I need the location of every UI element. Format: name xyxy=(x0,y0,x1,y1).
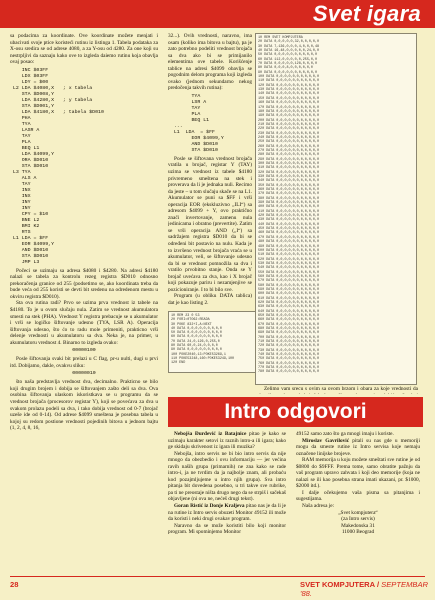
paragraph: Naravno da se može koristiti bilo koji monitor program. Mi spominjemo Monitor xyxy=(168,522,286,536)
paragraph: pitao nas je da li je na rutine iz Intro servis obuzeti Monitor 49152 ili može da koristi i neki drugi ovakav program. xyxy=(168,503,286,523)
listing-text: 10 REM SVET KOMPJUTERA 20 DATA 0,0,0,0,0,32,0,0,0,0,0 30 DATA 7,136,0,0,0,4,0,0,0,48 40 DATA 16,48,0,0,0,0,0,24,0,0 50 DATA 0,0,0,0,0,0,0,0,0,0,0 60 DATA 112,0,0,0,0,0,255,0,0 70 DATA 0,0,0,0,0,128,0,0,0,0 80 DATA 0,0,0,8,0,0,0,0,0,0 90 DATA 0,0,0,0,0,0,0,0,0,0,0 100 DATA 0,0,0,0,0,0,0,0,0,0,0 110 DATA 0,0,0,0,0,0,0,0,0,0,0 120 DATA 0,0,0,0,0,0,0,0,0,0,0 130 DATA 0,0,0,0,0,0,0,0,0,0,0 140 DATA 0,0,0,0,0,0,0,0,0,0,0 150 DATA 0,0,0,0,0,0,0,0,0,0,0 160 DATA 0,0,0,0,0,0,0,0,0,0,0 170 DATA 0,0,0,0,0,0,0,0,0,0,0 180 DATA 0,0,0,0,0,0,0,0,0,0,0 190 DATA 0,0,0,0,0,0,0,0,0,0,0 200 DATA 0,0,0,0,0,0,0,0,0,0,0 210 DATA 0,0,0,0,0,0,0,0,0,0,0 220 DATA 0,0,0,0,0,0,0,0,0,0,0 230 DATA 0,0,0,0,0,0,0,0,0,0,0 240 DATA 0,0,0,0,0,0,0,0,0,0,0 250 DATA 0,0,0,0,0,0,0,0,0,0,0 260 DATA 0,0,0,0,0,0,0,0,0,0,0 270 DATA 0,0,0,0,0,0,0,0,0,0,0 280 DATA 0,0,0,0,0,0,0,0,0,0,0 290 DATA 0,0,0,0,0,0,0,0,0,0,0 300 DATA 0,0,0,0,0,0,0,0,0,0,0 310 DATA 0,0,0,0,0,0,0,0,0,0,0 320 DATA 0,0,0,0,0,0,0,0,0,0,0 330 DATA 0,0,0,0,0,0,0,0,0,0,0 340 DATA 0,0,0,0,0,0,0,0,0,0,0 350 DATA 0,0,0,0,0,0,0,0,0,0,0 360 DATA 0,0,0,0,0,0,0,0,0,0,0 370 DATA 0,0,0,0,0,0,0,0,0,0,0 380 DATA 0,0,0,0,0,0,0,0,0,0,0 390 DATA 0,0,0,0,0,0,0,0,0,0,0 400 DATA 0,0,0,0,0,0,0,0,0,0,0 410 DATA 0,0,0,0,0,0,0,0,0,0,0 420 DATA 0,0,0,0,0,0,0,0,0,0,0 430 DATA 0,0,0,0,0,0,0,0,0,0,0 440 DATA 0,0,0,0,0,0,0,0,0,0,0 450 DATA 0,0,0,0,0,0,0,0,0,0,0 460 DATA 0,0,0,0,0,0,0,0,0,0,0 470 DATA 0,0,0,0,0,0,0,0,0,0,0 480 DATA 0,0,0,0,0,0,0,0,0,0,0 490 DATA 0,0,0,0,0,0,0,0,0,0,0 500 DATA 0,0,0,0,0,0,0,0,0,0,0 510 DATA 0,0,0,0,0,0,0,0,0,0,0 520 DATA 0,0,0,0,0,0,0,0,0,0,0 530 DATA 0,0,0,0,0,0,0,0,0,0,0 540 DATA 0,0,0,0,0,0,0,0,0,0,0 550 DATA 0,0,0,0,0,0,0,0,0,0,0 560 DATA 0,0,0,0,0,0,0,0,0,0,0 570 DATA 0,0,0,0,0,0,0,0,0,0,0 580 DATA 0,0,0,0,0,0,0,0,0,0,0 590 DATA 0,0,0,0,0,0,0,0,0,0,0 600 DATA 0,0,0,0,0,0,0,0,0,0,0 610 DATA 0,0,0,0,0,0,0,0,0,0,0 620 DATA 0,0,0,0,0,0,0,0,0,0,0 630 DATA 0,0,0,0,0,0,0,0,0,0,0 640 DATA 0,0,0,0,0,0,0,0,0,0,0 650 DATA 0,0,0,0,0,0,0,0,0,0,0 660 DATA 0,0,0,0,0,0,0,0,0,0,0 670 DATA 0,0,0,0,0,0,0,0,0,0,0 680 DATA 0,0,0,0,0,0,0,0,0,0,0 690 DATA 0,0,0,0,0,0,0,0,0,0,0 700 DATA 0,0,0,0,0,0,0,0,0,0,0 710 DATA 0,0,0,0,0,0,0,0,0,0,0 720 DATA 0,0,0,0,0,0,0,0,0,0,0 730 DATA 0,0,0,0,0,0,0,0,0,0,0 740 DATA 0,0,0,0,0,0,0,0,0,0,0 750 DATA 0,0,0,0,0,0,0,0,0,0,0 760 DATA 0,0,0,0,0,0,0,0,0,0,0 770 DATA 0,0,0,0,0,0,0,0,0,0,0 780 DATA 0,0,0,0,0,0,0,0,0,0,0 xyxy=(258,36,320,375)
section-title: Svet igara xyxy=(312,1,421,26)
magazine-name: SVET KOMPJUTERA xyxy=(300,580,375,589)
section-header xyxy=(0,0,435,28)
issue-date: SEPTEMBAR '88. xyxy=(300,580,429,598)
address-line: (za Intro servis) xyxy=(341,516,375,523)
paragraph: Nebojša, intro servis ne bi bio intro servis da nije mnogo da obezbedio i ovu informaciju — jer većina ravih naših grupa (primarnih) ne zna kako se rade intro-i, ja ne tvrdim da ja najbolje znam, ali probaću kod pozajmljujeme u intro njih grupa). Sva intro pitanja bit dovedena posebno, u tri takve sve rubrike, pa ti ne preostaje ništa drugo nego da se strpiš i sačekaš objavljene (ni ova ne, nećeš drugi tekst). xyxy=(168,450,286,503)
paragraph: sa podacima za koordinate. Ove koordinate možete menjati i ubacivati svoje ptice koristeći rutinu iz listinga 1. Tabela podataka za X-osu sredira se od adrese 4080, a za Y-osu od 4280. Za one koji su nestrpljivi da saznaju kako ove to izgleda daiemo rutinu koja obavlja ovaj posao: xyxy=(10,33,158,66)
address-line: 11000 Beograd xyxy=(341,529,375,536)
assembly-listing: TYA LSR A TAY PLA BEQ L1 ... L1 LDA = $FF EOR $4099,Y AND $D010 STA $D010 xyxy=(173,93,224,153)
paragraph: pitao je kako se uzimaju karakter setovi iz raznih intro-a ili igara; kako ge skidaju skrivenost iz igara ili muzika? xyxy=(168,431,286,451)
paragraph: pitali su nas gde u memoriji mogu da smeste rutine iz Intro servisa koje nemaju označene linijske brojeve. xyxy=(296,437,420,457)
paragraph: Naša adresa je: xyxy=(302,503,335,510)
article-column-1 xyxy=(10,33,158,575)
paragraph: Počeci se uzimaju sa adresa $4080 i $4280. Na adresi $4180 nalazi se tabela za kontrolu rezeg registra $D010 odnosno prekoračenja granice od 255 (podsetimo se, ako koordinata treba da bude veća od 255 koristi se devti bit sredenu na odredenom mestu u okviru registra $D010). xyxy=(10,267,158,300)
listing-text: 10 REM 23 0 53 20 FORI=0TO62:READA 30 POKE 832+I,A:NEXT 40 DATA 0,0,0,0,0,0,0,0,0 50 DATA 0,0,0,0,0,0,0,0,0 60 DATA 0,0,0,0,0,0,0,0,0 70 DATA 24,0,126,0,255,0 80 DATA 60,0,24,0,0,0,0 90 DATA 0,0,0,0,0,0,0,0,0 100 POKE2040,13:POKE53269,1 110 POKE53248,160:POKE53249,100 120 END xyxy=(171,314,235,366)
author-name: Nebojša Đurđević iz Batajnice xyxy=(174,431,247,437)
paragraph: 32...). Ovih vrednosti, naravno, ima osam (koliko ima bitova u bajtu), pa je zato potrebno podeliti vrednost brojača sa dva ako bi se primijanilo elementima ove tabele. Korišćenje tablice na adresi $4099 obavlja se pogodnim delom programa koji izgleda ovako (jednom sekundarno nekog predočenja takvih rutina): xyxy=(168,33,252,92)
address-line: „Svet kompjutera“ xyxy=(338,509,378,516)
assembly-listing: INC $03FF LDX $03FF LDY = $00 L2 LDA $4080,X ; x tabela STA $D008,Y LDA $4280,X ; y tabela STA $D001,Y LDA $4180,X ; tabela $D010 PHA TYA LASR A TAY PLA BEQ L1 LDA $4099,Y ORA $D010 STA $D010 L3 TYA ALS A TAY INX INX INY INY CPY = $10 BNE L2 BMI K2 RTS L1 LDA = $FF EOR $4099,Y AND $D010 STA $D010 JMP L3 xyxy=(12,67,104,265)
author-name: Goran Ristić iz Donje Kraljeva xyxy=(174,503,245,510)
binary-value: 00000100 xyxy=(72,348,96,354)
intro-title: Intro odgovori xyxy=(224,400,367,423)
intro-banner xyxy=(168,397,423,427)
paragraph: 49152 samo zato što ga mnogi imaju i koriste. xyxy=(296,431,394,437)
paragraph: Sta ova rutina radi? Prvo se uzima prva vrednost iz tabele na $4180. To je u ovom slučaju nula. Zatim se vrednost akumulatora smesti na stek (PHA). Vrednost Y registra prebacuje se u akumulator i vrši se logičko šiftovanje udesno (TYA, LSR A). Operacija šiftovanja udesno, što ćo to radu mole primeniti, prakticno vrši delenje vrednosti u akumulatoru sa dva. Neka je, na primer, u akumulatoru vrednost 4. Binarno to izgleda ovako: xyxy=(10,300,158,346)
address-line: Makedonska 31 xyxy=(341,522,375,529)
paragraph: Posle šiftovanja svaki bit prelazi u C flag, pr-u nulti, dugi u prvi itd. Dobijamo, dakle, ovakvu sliku: xyxy=(10,356,158,369)
footer-rule xyxy=(10,576,425,577)
basic-listing-large xyxy=(255,33,417,385)
footer-credit: SVET KOMPJUTERA / SEPTEMBAR '88. xyxy=(300,580,429,598)
article-column-2 xyxy=(168,33,252,309)
intro-column-2 xyxy=(296,431,420,576)
article-column-3 xyxy=(258,386,418,394)
intro-column-1 xyxy=(168,431,286,576)
author-name: Miroslav Gavrilović xyxy=(302,437,350,444)
paragraph: što naša predstavlja vrednost dva, decimalno. Prakticno se bilo koji drugim brojem i dobija se šiftovanjem zašto deli sa dva. Ova osobina šiftovanja ulaskom iskoristkava se u programu da se vrednost brojača (procesorov registar Y), koji se povećava za dva u svakom prolazu podeli sa dva, i tako dobija vrednost od 0-7 (brojač uzeše ide od 0-14). Od adrese $4099 smeštena je posebna tabela u kojoj su redom postione vrednosti pojedinih bitova u jednom bajtu (1, 2, 4, 8, 16, xyxy=(10,379,158,432)
binary-value: 00000010 xyxy=(72,371,96,377)
basic-listing-small xyxy=(168,311,256,373)
page-number: 28 xyxy=(10,580,19,589)
paragraph: I dalje očekujemo vaša pisma sa pitanjima i sugestijama. xyxy=(296,489,420,503)
paragraph: Posle se šiftovana vrednost brojača vratila u brojač, registar Y (TAY) uzima se vrednost iz tabele $4180 privremeno smeštena na stek i proverava da li je jednaka nuli. Recimo da jeste – u tom slučaju skače se na L1. Akumulator se puni sa $FF i vrši operacija EOR (ekskluzivno „ILI“) sa adresom $4099 + Y, ovo praktično znači invertovanje, zamenu nula jedinicama i obratno (prevertite). Zatim se vrši operacija AND („I“) sa sadržajem registra $D010 da bi se određeni bit postavio na nulu. Kada je to izvršeno vrednost brojača vraća se u akumulator, veli, se šiftovanje udesno da bi se vrednost pomnožila sa dva i vratilo prvobitno stanje. Onda se Y brojač uvećava za dva, kao i X brojač koji pokazuje pariru i nezamjenjive se pozicioniranje. I to bi bilo sve. xyxy=(168,155,252,293)
paragraph: Program (u obliku DATA tablica) dat je kao listing 2. xyxy=(168,293,252,306)
paragraph: Zelimo vam srecu s ovim sa ovom brzom i obara za koje vrednosti da xyxy=(264,386,418,392)
paragraph: RAM memorija u koju možete smeštati sve rutine je od $0800 do $9FFF. Prema tome, samo obratite pažnju da vaš program upravo zahvata i koji deo memorije (koja ne nalazi se ili kao posebna strana imati ukazani, pr. $1000, $2000 itd.). xyxy=(296,457,420,490)
